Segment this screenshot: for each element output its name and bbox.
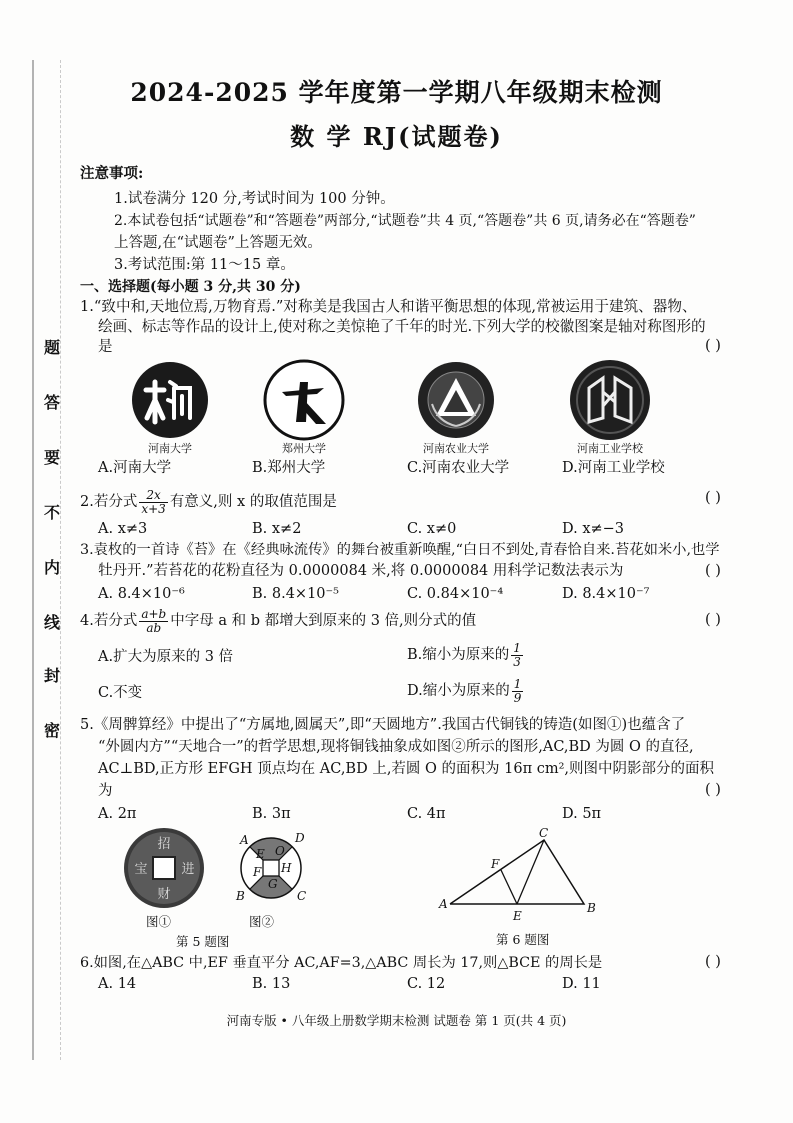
coin-char-right: 进: [181, 862, 195, 877]
q1-option-a[interactable]: A.河南大学: [98, 460, 172, 476]
q4-option-a[interactable]: A.扩大为原来的 3 倍: [98, 649, 234, 665]
henan-university-logo: [130, 360, 210, 440]
q4-fraction: [139, 608, 168, 635]
fig6-label-a: A: [439, 897, 448, 911]
side-label-8: 密: [44, 721, 61, 740]
q4-fraction-den: ab: [146, 620, 162, 635]
zhengzhou-university-logo: [262, 358, 346, 442]
fig2-label-b: B: [236, 889, 245, 903]
side-label-7: 封: [44, 666, 61, 685]
fig6-label-b: B: [587, 901, 596, 915]
fig6-triangle-diagram: [436, 828, 606, 923]
side-label-5: 内: [44, 558, 61, 577]
notice-heading: 注意事项:: [80, 165, 144, 182]
side-label-6: 线: [44, 613, 61, 632]
q6-option-d[interactable]: D. 11: [562, 976, 601, 992]
q3-option-b[interactable]: B. 8.4×10⁻⁵: [252, 586, 339, 602]
q2-stem: [80, 487, 337, 517]
q2-fraction-num: 2x: [139, 489, 167, 503]
q2-fraction-den: x+3: [141, 501, 166, 516]
q5-line-2: “外圆内方”“天地合一”的哲学思想,现将铜钱抽象成如图②所示的图形,AC,BD 为圆 O 的直径,: [98, 739, 694, 755]
q3-option-a[interactable]: A. 8.4×10⁻⁶: [98, 586, 185, 602]
notice-item-1: 1.试卷满分 120 分,考试时间为 100 分钟。: [114, 191, 395, 207]
side-label-2: 答: [44, 393, 61, 412]
q1-line-3: 是: [98, 339, 113, 355]
page-footer: 河南专版 • 八年级上册数学期末检测 试题卷 第 1 页(共 4 页): [226, 1013, 567, 1028]
q4-option-d-num: 1: [513, 676, 522, 691]
side-label-4: 不: [44, 503, 61, 522]
page-subtitle: 数 学 RJ(试题卷): [290, 122, 503, 151]
q4-option-d-fraction: [512, 678, 524, 705]
coin-char-left: 宝: [134, 862, 148, 877]
q5-line-3: AC⊥BD,正方形 EFGH 顶点均在 AC,BD 上,若圆 O 的面积为 16π cm²,则图中阴影部分的面积: [98, 761, 715, 777]
notice-item-3: 3.考试范围:第 11～15 章。: [114, 257, 295, 273]
q1-line-2: 绘画、标志等作品的设计上,使对称之美惊艳了千年的时光.下列大学的校徽图案是轴对称图形的: [98, 318, 706, 335]
fig2-label: 图②: [249, 914, 275, 929]
fig6-label-f: F: [491, 857, 500, 871]
fig2-label-f: F: [253, 865, 262, 879]
q3-line-2: 牡丹开.”若苔花的花粉直径为 0.0000084 米,将 0.0000084 用科学记数法表示为: [98, 563, 624, 579]
q3-answer-paren[interactable]: ( ): [705, 563, 721, 579]
fig2-label-a: A: [240, 833, 249, 847]
q2-answer-paren[interactable]: ( ): [705, 490, 721, 506]
q5-line-4: 为: [98, 783, 113, 799]
q6-stem: 6.如图,在△ABC 中,EF 垂直平分 AC,AF=3,△ABC 周长为 17,则△BCE 的周长是: [80, 955, 603, 971]
coin-char-bottom: 财: [157, 887, 171, 902]
q1-option-d[interactable]: D.河南工业学校: [562, 460, 665, 476]
fig1-label: 图①: [146, 914, 172, 929]
q2-option-b[interactable]: B. x≠2: [252, 521, 302, 537]
q4-fraction-num: a+b: [141, 606, 167, 621]
page-title: 2024-2025 学年度第一学期八年级期末检测: [130, 78, 663, 107]
henan-industrial-school-logo: [567, 358, 653, 442]
fig2-label-c: C: [297, 889, 307, 903]
q5-option-c[interactable]: C. 4π: [407, 806, 446, 822]
q6-option-b[interactable]: B. 13: [252, 976, 291, 992]
q1-option-c[interactable]: C.河南农业大学: [407, 460, 510, 476]
q4-option-c[interactable]: C.不变: [98, 685, 143, 701]
q2-pre: 2.若分式: [80, 494, 138, 510]
side-label-3: 要: [44, 448, 61, 467]
logo-name-1: 河南大学: [148, 442, 192, 455]
fig6-caption: 第 6 题图: [496, 932, 550, 947]
fig5-coin-image: [122, 826, 206, 910]
q4-option-b-fraction: [511, 642, 523, 669]
section-heading: 一、选择题(每小题 3 分,共 30 分): [80, 279, 301, 295]
q6-answer-paren[interactable]: ( ): [705, 954, 721, 970]
q5-answer-paren[interactable]: ( ): [705, 782, 721, 798]
henan-agricultural-university-logo: [416, 360, 496, 440]
logo-name-3: 河南农业大学: [423, 442, 489, 455]
fig2-label-e: E: [256, 847, 265, 861]
fig5-circle-diagram: [222, 822, 322, 914]
q4-option-b-num: 1: [513, 640, 521, 655]
q4-option-d-den: 9: [513, 690, 522, 705]
q6-option-a[interactable]: A. 14: [98, 976, 137, 992]
fig2-label-h: H: [281, 861, 292, 875]
q1-option-b[interactable]: B.郑州大学: [252, 460, 326, 476]
q5-option-b[interactable]: B. 3π: [252, 806, 291, 822]
logo-name-4: 河南工业学校: [577, 442, 643, 455]
q3-option-c[interactable]: C. 0.84×10⁻⁴: [407, 586, 504, 602]
q1-answer-paren[interactable]: ( ): [705, 338, 721, 354]
q5-option-d[interactable]: D. 5π: [562, 806, 602, 822]
q4-option-b-text: B.缩小为原来的: [407, 647, 510, 663]
q2-option-d[interactable]: D. x≠−3: [562, 521, 625, 537]
q3-option-d[interactable]: D. 8.4×10⁻⁷: [562, 586, 650, 602]
fig5-caption: 第 5 题图: [176, 934, 230, 949]
coin-char-top: 招: [157, 837, 171, 852]
q2-post: 有意义,则 x 的取值范围是: [169, 494, 337, 510]
q5-option-a[interactable]: A. 2π: [98, 806, 137, 822]
notice-item-2b: 上答题,在“试题卷”上答题无效。: [114, 235, 322, 251]
logo-name-2: 郑州大学: [282, 442, 326, 455]
fig2-label-g: G: [268, 877, 278, 891]
fig6-label-e: E: [513, 909, 522, 923]
q4-answer-paren[interactable]: ( ): [705, 612, 721, 628]
q3-line-1: 3.袁枚的一首诗《苔》在《经典咏流传》的舞台被重新唤醒,“白日不到处,青春恰自来.苔花如米小,也学: [80, 542, 720, 558]
q2-option-c[interactable]: C. x≠0: [407, 521, 457, 537]
q6-option-c[interactable]: C. 12: [407, 976, 446, 992]
binding-line: [32, 60, 34, 1060]
q5-line-1: 5.《周髀算经》中提出了“方属地,圆属天”,即“天圆地方”.我国古代铜钱的铸造(如图①)也蕴含了: [80, 717, 686, 733]
binding-line-inner: [60, 60, 62, 1060]
side-label-1: 题: [44, 338, 61, 357]
q2-option-a[interactable]: A. x≠3: [98, 521, 148, 537]
fig2-label-d: D: [295, 831, 305, 845]
q4-pre: 4.若分式: [80, 613, 138, 629]
q4-option-b[interactable]: [407, 640, 525, 670]
q4-option-d[interactable]: [407, 676, 525, 706]
q4-option-b-den: 3: [513, 654, 521, 669]
fig2-label-o: O: [275, 844, 285, 858]
q4-post: 中字母 a 和 b 都增大到原来的 3 倍,则分式的值: [170, 613, 477, 629]
q1-line-1: 1.“致中和,天地位焉,万物育焉.”对称美是我国古人和谐平衡思想的体现,常被运用于建筑、器物、: [80, 298, 697, 315]
q2-fraction: [139, 489, 167, 516]
fig6-label-c: C: [539, 828, 549, 840]
notice-item-2a: 2.本试卷包括“试题卷”和“答题卷”两部分,“试题卷”共 4 页,“答题卷”共 6 页,请务必在“答题卷”: [114, 213, 696, 229]
q4-option-d-text: D.缩小为原来的: [407, 683, 510, 699]
q4-stem: [80, 606, 476, 636]
